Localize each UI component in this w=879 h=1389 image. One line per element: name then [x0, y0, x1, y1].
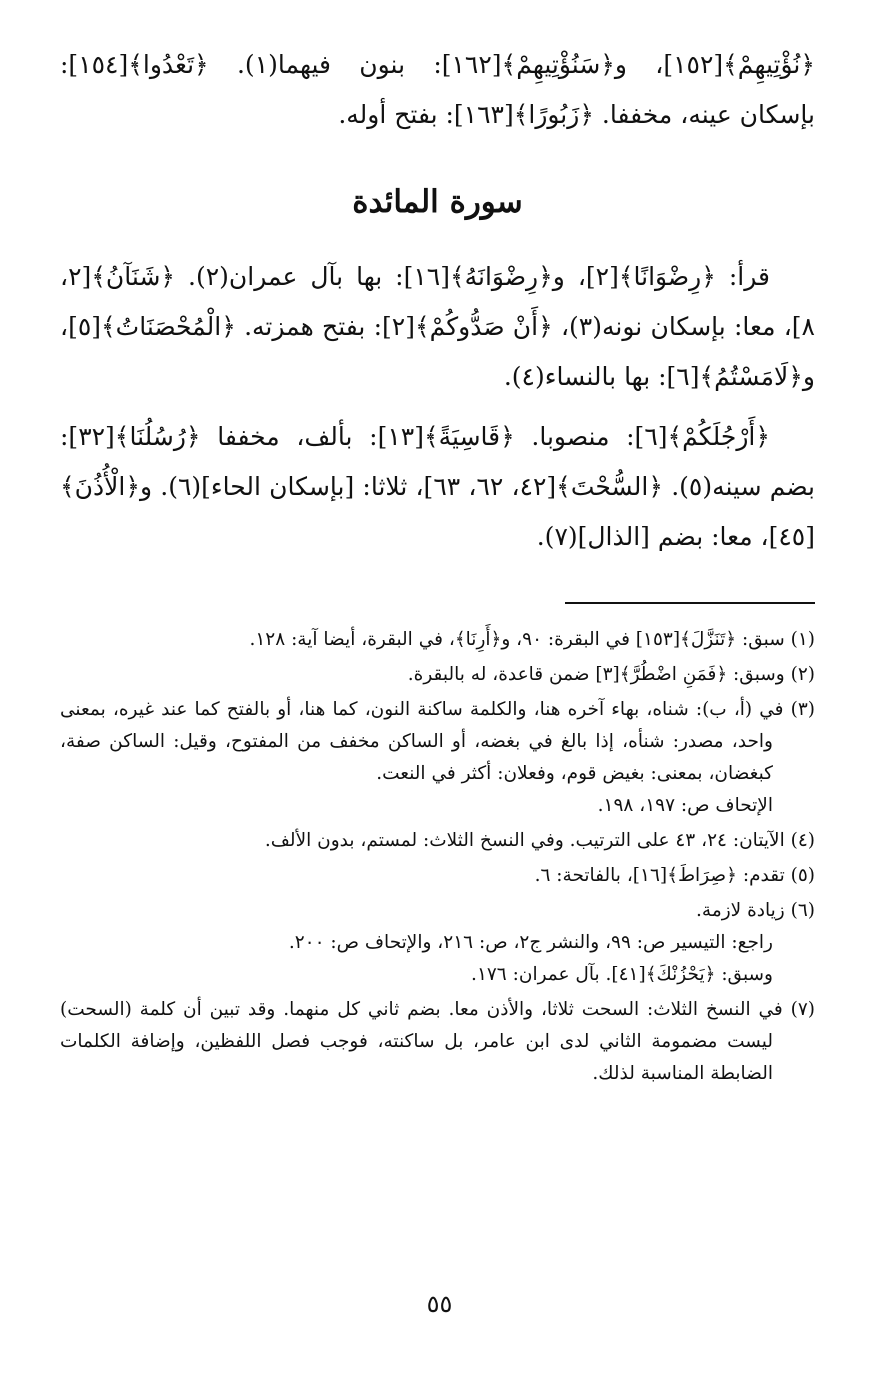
footnote-7: (٧) في النسخ الثلاث: السحت ثلاثا، والأذن معا. بضم ثاني كل منهما. وقد تبين أن كلمة (السحت) ليست مضمومة الثاني لدى ابن عامر، بل ساكنته، فوجب فصل اللفظين، وإضافة الكلمات الضابطة المناسبة لذلك.: [60, 999, 815, 1084]
body-paragraph-1: ﴿نُؤْتِيهِمْ﴾[١٥٢]، و﴿سَنُؤْتِيهِمْ﴾[١٦٢]: بنون فيهما(١). ﴿تَعْدُوا﴾[١٥٤]: بإسكان عينه، مخففا. ﴿زَبُورًا﴾[١٦٣]: بفتح أوله.: [60, 50, 815, 129]
body-paragraph-2: قرأ: ﴿رِضْوَانًا﴾[٢]، و﴿رِضْوَانَهُ﴾[١٦]: بها بآل عمران(٢). ﴿شَنَآنُ﴾[٢، ٨]، معا: بإسكان نونه(٣)، ﴿أَنْ صَدُّوكُمْ﴾[٢]: بفتح همزته. ﴿الْمُحْصَنَاتُ﴾[٥]، و﴿لَامَسْتُمُ﴾[٦]: بها بالنساء(٤).: [60, 262, 815, 391]
body-paragraph-3: ﴿أَرْجُلَكُمْ﴾[٦]: منصوبا. ﴿قَاسِيَةً﴾[١٣]: بألف، مخففا ﴿رُسُلُنَا﴾[٣٢]: بضم سينه(٥). ﴿السُّحْتَ﴾[٤٢، ٦٢، ٦٣]، ثلاثا: [بإسكان الحاء](٦). و﴿الْأُذُنَ﴾[٤٥]، معا: بضم [الذال](٧).: [60, 422, 816, 551]
footnote-6-note: وسبق: ﴿يَحْزُنْكَ﴾[٤١]. بآل عمران: ١٧٦.: [471, 964, 773, 985]
page-number: ٥٥: [426, 1290, 453, 1318]
footnote-6: (٦) زيادة لازمة.: [696, 900, 815, 921]
surah-heading: سورة المائدة: [352, 184, 523, 220]
footnote-divider: [565, 602, 815, 604]
page-content: [60, 40, 815, 1090]
footnote-4: (٤) الآيتان: ٢٤، ٤٣ على الترتيب. وفي النسخ الثلاث: لمستم، بدون الألف.: [264, 830, 815, 851]
footnote-5: (٥) تقدم: ﴿صِرَاطَ﴾[١٦]، بالفاتحة: ٦.: [534, 865, 815, 886]
footnote-3-reference: الإتحاف ص: ١٩٧، ١٩٨.: [597, 795, 773, 816]
footnote-3: (٣) في (أ، ب): شناه، بهاء آخره هنا، والكلمة ساكنة النون، كما هنا، أو بالفتح كما عند غيره، بمعنى واحد، مصدر: شنأه، إذا بالغ في بغضه، أو الساكن مخفف من المفتوح، وقيل: الساكن صفة، كبغضان، بمعنى: بغيض قوم، وفعلان: أكثر في النعت.: [60, 699, 815, 784]
footnote-6-reference: راجع: التيسير ص: ٩٩، والنشر ج٢، ص: ٢١٦، والإتحاف ص: ٢٠٠.: [288, 932, 773, 953]
footnote-1: (١) سبق: ﴿تَنَزَّلَ﴾[١٥٣] في البقرة: ٩٠، و﴿أَرِنَا﴾، في البقرة، أيضا آية: ١٢٨.: [249, 629, 815, 650]
footnote-2: (٢) وسبق: ﴿فَمَنِ اضْطُرَّ﴾[٣] ضمن قاعدة، له بالبقرة.: [407, 664, 815, 685]
footnotes: [60, 624, 815, 1090]
